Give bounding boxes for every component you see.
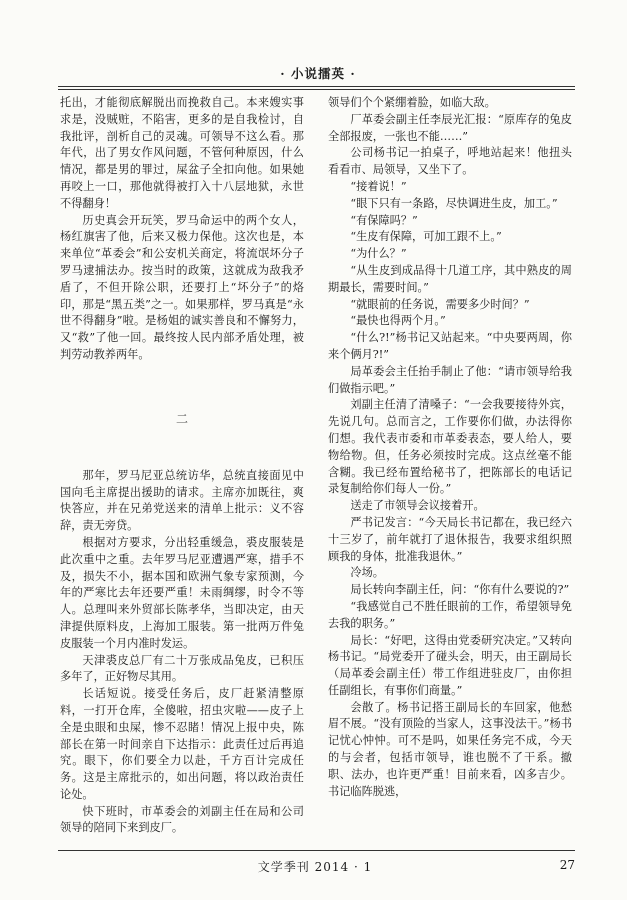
- paragraph: 严书记发言：“今天局长书记都在，我已经六十三岁了，前年就打了退休报告，我要求组织照顾我的身体，批准我退休。”: [328, 515, 572, 563]
- paragraph: 领导们个个紧绷着脸，如临大敌。: [328, 96, 496, 109]
- paragraph: 局长转向李副主任，问：“你有什么要说的?”: [350, 583, 570, 597]
- footer-journal-issue: 文学季刊 2014 · 1: [257, 860, 373, 874]
- paragraph: 天津裘皮总厂有二十万张成品兔皮，已积压多年了，正好物尽其用。: [60, 653, 304, 684]
- paragraph: 局长：“好吧，这得由党委研究决定。”又转向杨书记。“局党委开了碰头会，明天，由王副局长（局革委会副主任）带工作组进驻皮厂，由你担任副组长，有事你们商量。”: [328, 633, 572, 697]
- left-column: [60, 95, 304, 837]
- paragraph: “接着说！”: [350, 179, 407, 193]
- paragraph: “我感觉自己不胜任眼前的工作，希望领导免去我的职务。”: [328, 599, 572, 630]
- paragraph: 公司杨书记一拍桌子，呼地站起来！他扭头看看市、局领导，又坐下了。: [328, 146, 572, 177]
- paragraph: 厂革委会副主任李辰光汇报：“原库存的兔皮全部报废，一张也不能……”: [328, 112, 572, 143]
- paragraph: 局革委会主任抬手制止了他：“请市领导给我们做指示吧。”: [328, 364, 572, 395]
- section-number: 二: [175, 411, 188, 426]
- header-rule-bottom: [58, 89, 575, 90]
- left-column-upper-text: [60, 95, 304, 364]
- left-column-lower-text: [60, 468, 304, 838]
- right-column: [328, 95, 572, 800]
- paragraph: “生皮有保障，可加工跟不上。”: [350, 230, 502, 244]
- paragraph: 根据对方要求，分出轻重缓急，裘皮服装是此次重中之重。去年罗马尼亚遭遇严寒，措手不及，损失不小，据本国和欧洲气象专家预测，今年的严寒比去年还要严重！未雨绸缪，时令不等人。总理叫来外贸部长陈孝华，当即决定，由天津提供原料皮，上海加工服装。第一批两万件兔皮服装一个月内准时发运。: [60, 535, 304, 650]
- paragraph: 快下班时，市革委会的刘副主任在局和公司领导的陪同下来到皮厂。: [60, 804, 304, 835]
- paragraph: “最快也得两个月。”: [350, 314, 446, 328]
- paragraph: 托出，才能彻底解脱出而挽救自己。本来嫂实事求是，没贼赃，不陷害，更多的是自我检讨，自我批评，剖析自己的灵魂。可领导不这么看。那年代，出了男女作风问题，不管何种原因，什么情况，都是男的罪过，屎盆子全扣向他。如果她再咬上一口，那他就得被打入十八层地狱，永世不得翻身！: [60, 96, 304, 210]
- paragraph: “有保障吗？”: [350, 213, 418, 227]
- paragraph: “什么?!”杨书记又站起来。“中央要两周，你来个俩月?!”: [328, 331, 572, 361]
- paragraph: 送走了市领导会议接着开。: [350, 499, 485, 513]
- paragraph: 会散了。杨书记搭王副局长的车回家，他愁眉不展。“没有顶险的当家人，这事没法干。”杨书记忧心忡忡。可不是吗，如果任务完不成，今天的与会者，包括市领导，谁也脱不了干系。撤职、法办，也许更严重！目前来看，凶多吉少。书记临阵脱逃，: [328, 700, 572, 798]
- paragraph: 历史真会开玩笑，罗马命运中的两个女人，杨红旗害了他，后来又极力保他。这次也是，本来单位“革委会”和公安机关商定，将流氓坏分子罗马逮捕法办。按当时的政策，这就成为敌我矛盾了，不但开除公职，还要打上“坏分子”的烙印，那是“黑五类”之一。如果那样，罗马真是“永世不得翻身”啦。是杨姐的诚实善良和不懈努力，又“救”了他一回。最终按人民内部矛盾处理，被判劳动教养两年。: [60, 213, 304, 361]
- header-rule-top: [58, 86, 575, 87]
- paragraph: 冷场。: [350, 566, 384, 580]
- paragraph: “从生皮到成品得十几道工序，其中熟皮的周期最长，需要时间。”: [328, 263, 572, 294]
- section-header-label: · 小说擂英 ·: [280, 66, 356, 81]
- paragraph: 那年，罗马尼亚总统访华，总统直接面见中国向毛主席提出援助的请求。主席亦加既往，爽快答应，并在兄弟党送来的清单上批示：义不容辞，责无旁贷。: [60, 468, 304, 533]
- paragraph: “眼下只有一条路，尽快调进生皮，加工。”: [350, 196, 558, 210]
- footer-rule: [58, 850, 575, 851]
- paragraph: 长话短说。接受任务后，皮厂赶紧清整原料，一打开仓库，全傻啦，招虫灾啦——皮子上全是虫眼和虫屎，惨不忍睹！情况上报中央，陈部长在第一时间亲自下达指示：此责任过后再追究。眼下，你们要全力以赴，千方百计完成任务。这是主席批示的，如出问题，将以政治责任论处。: [60, 687, 304, 801]
- paragraph: “就眼前的任务说，需要多少时间？”: [350, 297, 530, 311]
- right-column-text: [328, 95, 572, 800]
- paragraph: 刘副主任清了清嗓子：“一会我要接待外宾，先说几句。总而言之，工作要你们做，办法得你们想。我代表市委和市革委表态，要人给人，要物给物。但，任务必须按时完成。这点丝毫不能含糊。我已经布置给秘书了，把陈部长的电话记录复制给你们每人一份。”: [328, 398, 572, 496]
- paragraph: “为什么？”: [350, 247, 407, 261]
- page-number: 27: [559, 858, 575, 872]
